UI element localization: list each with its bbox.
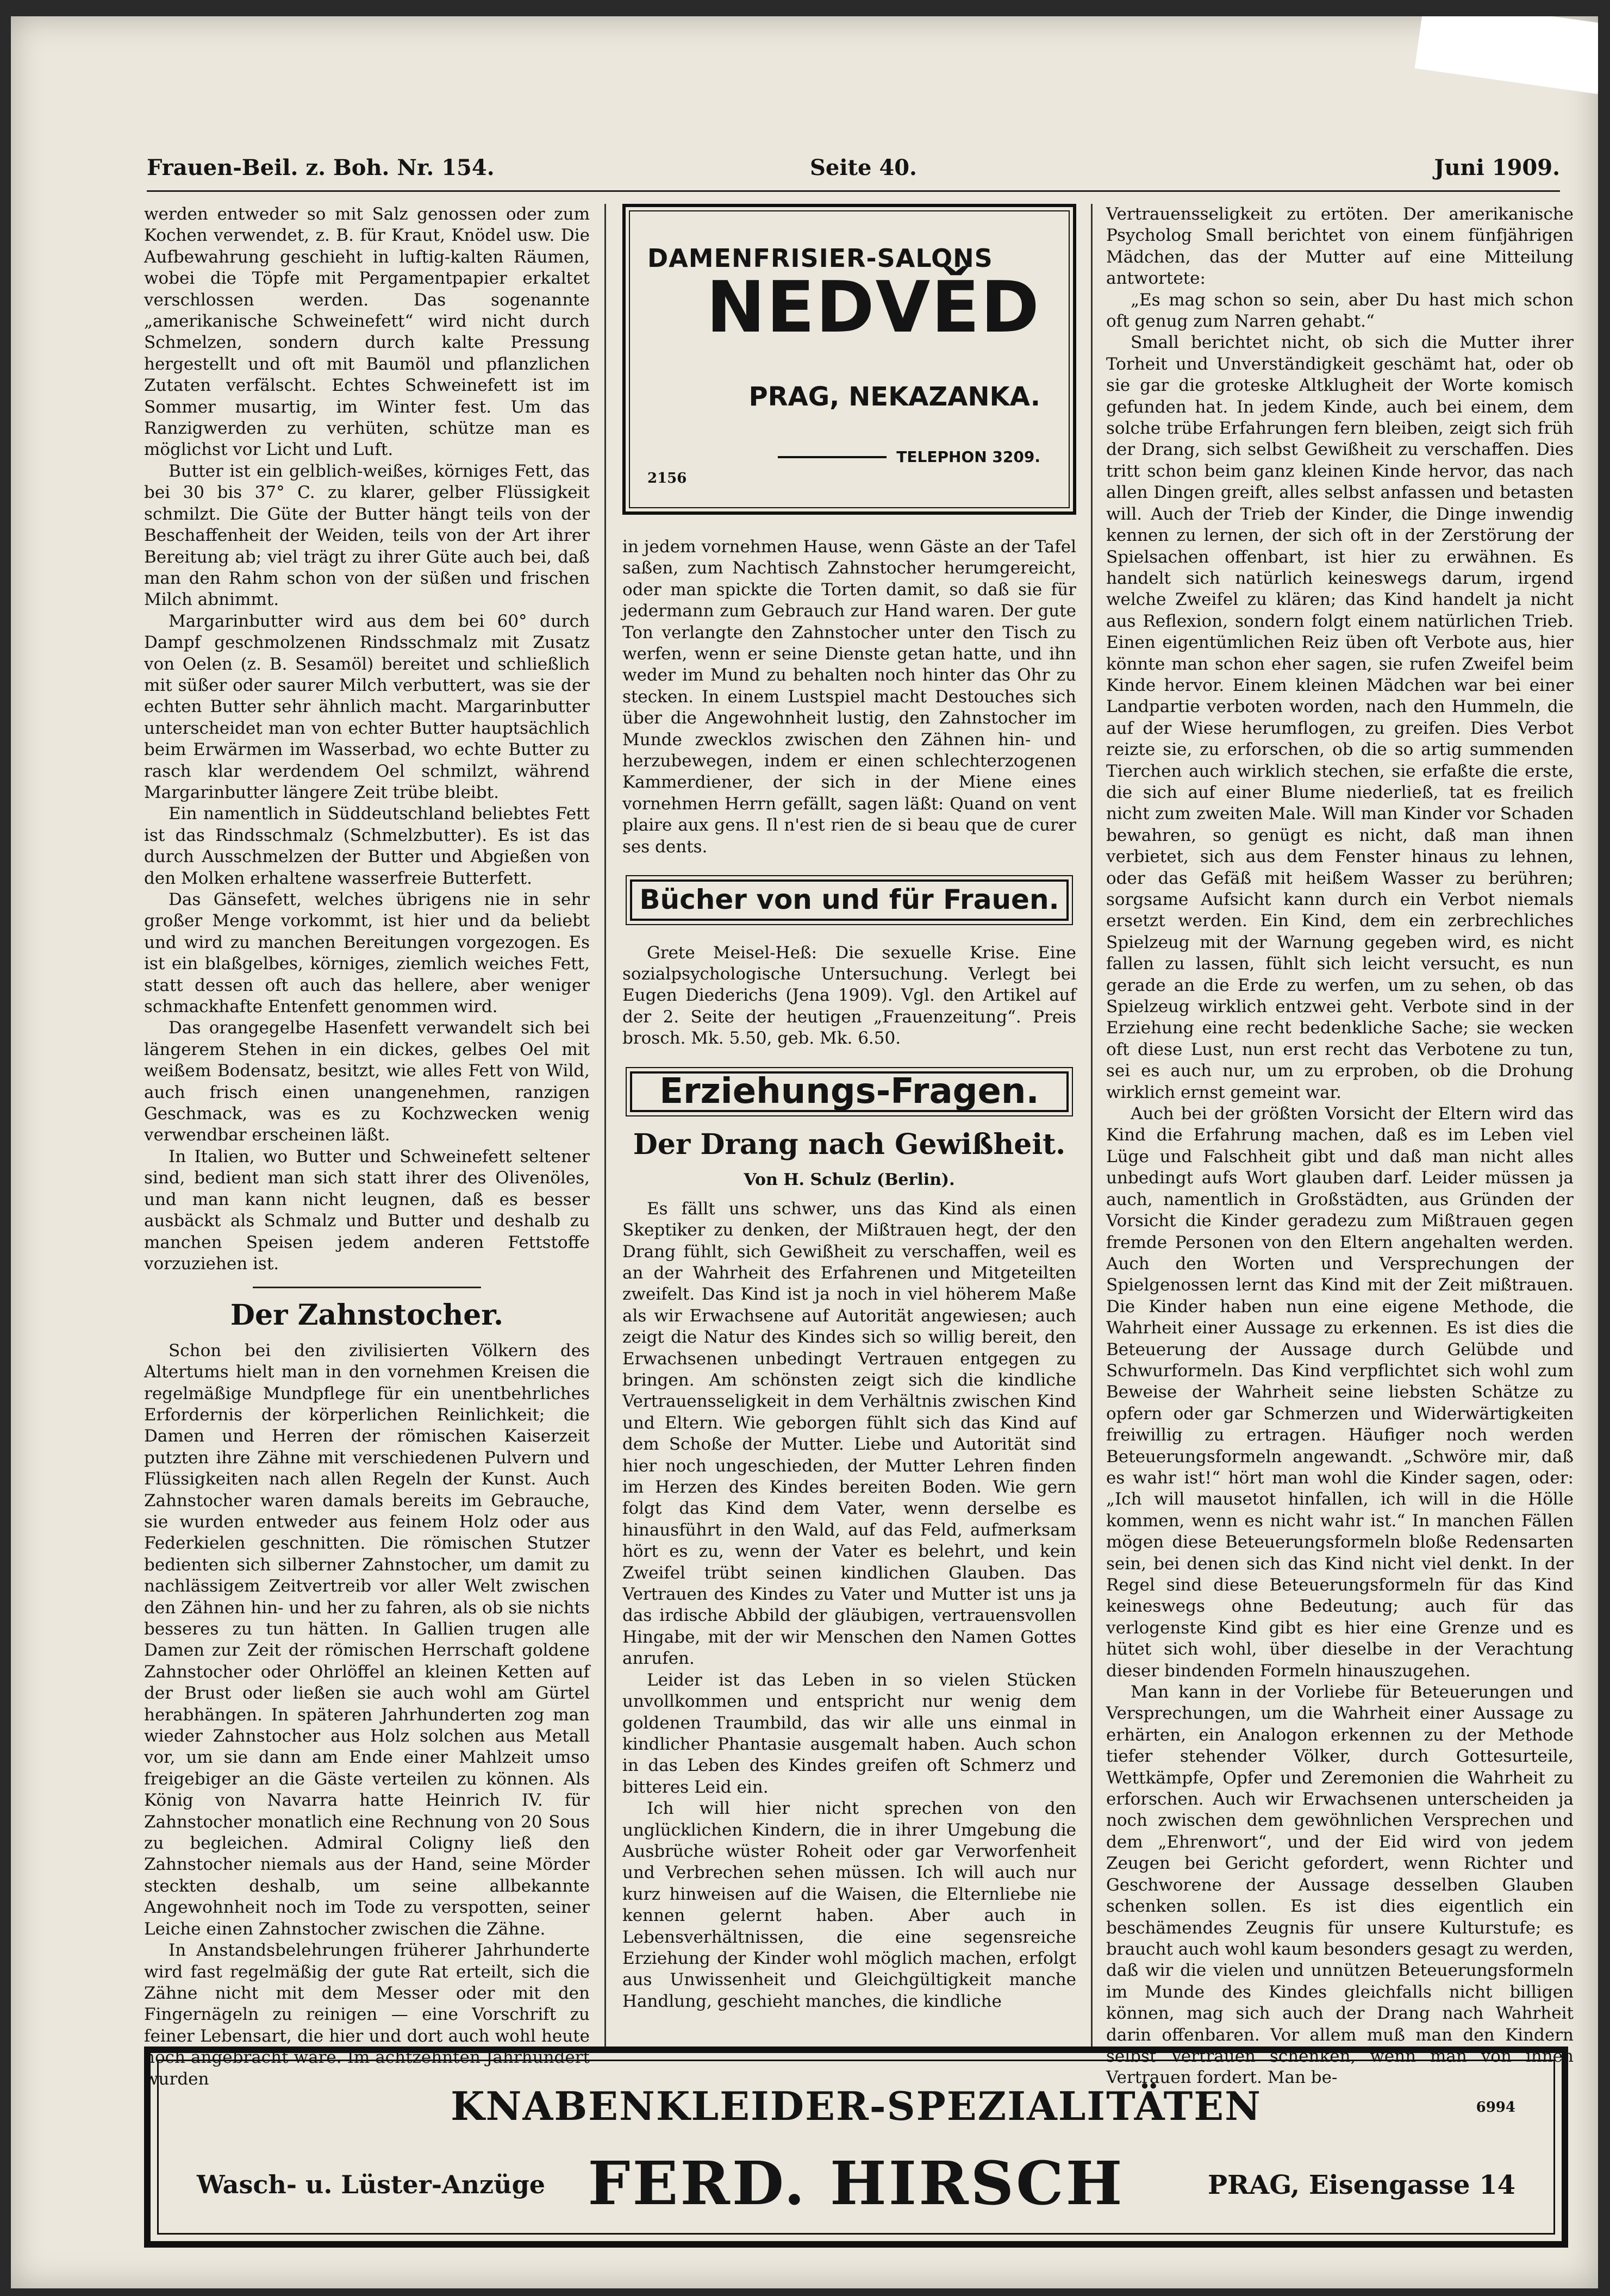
header-left: Frauen-Beil. z. Boh. Nr. 154.	[147, 155, 495, 180]
ad-hirsch-name: FERD. HIRSCH	[588, 2148, 1125, 2218]
section-heading-books: Bücher von und für Frauen.	[630, 879, 1069, 920]
right-column	[1106, 204, 1574, 2089]
paragraph: In Italien, wo Butter und Schweinefett seltener sind, bedient man sich statt ihrer des Olivenöles, und man kann nicht leugnen, daß es besser ausbäckt als Schmalz und Butter und deshalb zu manchen Speisen jedem anderen Fettstoffe vorzuziehen ist.	[144, 1146, 590, 1274]
header-date: Juni 1909.	[1434, 155, 1560, 180]
paragraph: „Es mag schon so sein, aber Du hast mich schon oft genug zum Narren gehabt.“	[1106, 290, 1574, 332]
paragraph: Ein namentlich in Süddeutschland beliebtes Fett ist das Rindsschmalz (Schmelzbutter). Es ist das durch Ausschmelzen der Butter und Abgießen von den Molken erhaltene wasserfreie Butterfett.	[144, 804, 590, 888]
column-rule	[1091, 204, 1093, 2052]
header-rule	[147, 190, 1560, 192]
article-byline: Von H. Schulz (Berlin).	[744, 1170, 955, 1190]
section-heading-education: Erziehungs-Fragen.	[630, 1071, 1069, 1112]
paragraph: Vertrauensseligkeit zu ertöten. Der amerikanische Psycholog Small berichtet von einem fünfjährigen Mädchen, das der Mutter auf eine Mitteilung antwortete:	[1106, 204, 1574, 289]
middle-column	[622, 204, 1076, 2012]
paragraph: Es fällt uns schwer, uns das Kind als einen Skeptiker zu denken, der Mißtrauen hegt, der den Drang fühlt, sich Gewißheit zu verschaffen, weil es an der Wahrheit des Erfahrenen und Mitgeteilten zweifelt. Das Kind ist ja noch in viel höherem Maße als wir Erwachsene auf Autorität angewiesen; auch zeigt die Natur des Kindes sich so willig bereit, den Erwachsenen unbedingt Vertrauen entgegen zu bringen. Am schönsten zeigt sich die kindliche Vertrauensseligkeit in dem Verhältnis zwischen Kind und Eltern. Wie geborgen fühlt sich das Kind auf dem Schoße der Mutter. Liebe und Autorität sind hier noch ungeschieden, der Mutter Lehren finden im Herzen des Kindes bereiten Boden. Wie gern folgt das Kind dem Vater, wenn derselbe es hinausführt in den Wald, auf das Feld, aufmerksam hört es zu, wenn der Vater es belehrt, und kein Zweifel trübt seinen kindlichen Glauben. Das Vertrauen des Kindes zu Vater und Mutter ist uns ja das irdische Abbild der gläubigen, vertrauensvollen Hingabe, mit der wir Menschen den Namen Gottes anrufen.	[622, 1199, 1076, 1669]
column-rule	[604, 204, 606, 2052]
advertisement-salon	[622, 204, 1076, 515]
ad-salon-address: PRAG, NEKAZANKA.	[748, 382, 1040, 412]
paragraph: In Anstandsbelehrungen früherer Jahrhunderte wird fast regelmäßig der gute Rat erteilt, sich die Zähne nicht mit dem Messer oder mit den Fingernägeln zu reinigen — eine Vorschrift zu feiner Lebensart, die hier und dort auch wohl heute noch angebracht wäre. Im achtzehnten Jahrhundert wurden	[144, 1941, 590, 2089]
paragraph: Small berichtet nicht, ob sich die Mutter ihrer Torheit und Unverständigkeit geschämt hat, oder ob sie gar die groteske Altklugheit der Worte komisch gefunden hat. In jedem Kinde, auch bei einem, dem solche trübe Erfahrungen fern bleiben, zeigt sich früh der Drang, sich selbst Gewißheit zu verschaffen. Dies tritt schon beim ganz kleinen Kinde hervor, das nach allen Dingen greift, alles selbst anfassen und betasten will. Auch der Trieb der Kinder, die Dinge inwendig kennen zu lernen, der sich oft in der Zerstörung der Spielsachen offenbart, ist hier zu erwähnen. Es handelt sich natürlich keineswegs darum, irgend welche Zweifel zu klären; das Kind handelt ja nicht aus Reflexion, sondern folgt einem natürlichen Trieb. Einen eigentümlichen Reiz üben oft Verbote aus, hier könnte man schon eher sagen, sie rufen Zweifel beim Kinde hervor. Einem kleinen Mädchen war bei einer Landpartie verboten worden, nach den Hummeln, die auf der Wiese herumflogen, zu greifen. Dies Verbot reizte sie, zu erforschen, ob die so artig summenden Tierchen auch wirklich stechen, sie erfaßte die erste, die sich auf einer Blume niederließ, tat es freilich nicht zum zweiten Male. Will man Kinder vor Schaden bewahren, so genügt es nicht, daß man ihnen verbietet, sich aus dem Fenster hinaus zu lehnen, oder das Gefäß mit heißem Wasser zu berühren; sorgsame Aufsicht kann durch ein Verbot niemals ersetzt werden. Ein Kind, dem ein zerbrechliches Spielzeug mit der Warnung gegeben wird, es nicht fallen zu lassen, fühlt sich leicht versucht, es nun gerade an die Erde zu werfen, um zu sehen, ob das Spielzeug wirklich entzwei geht. Verbote sind in der Erziehung eine recht bedenkliche Sache; sie wecken oft diese Lust, nun erst recht das Verbotene zu tun, sei es auch nur, um zu erproben, ob die Drohung wirklich ernst gemeint war.	[1106, 333, 1574, 1102]
section-divider	[253, 1287, 481, 1288]
ad-hirsch-left: Wasch- u. Lüster-Anzüge	[197, 2170, 546, 2199]
article-title: Der Drang nach Gewißheit.	[633, 1127, 1066, 1161]
ad-salon-line1: DAMENFRISIER-SALONS	[647, 244, 993, 273]
page-header	[147, 155, 1560, 188]
ad-salon-rule	[778, 456, 887, 458]
book-entry: Grete Meisel-Heß: Die sexuelle Krise. Eine sozialpsychologische Untersuchung. Verlegt bei Eugen Diederichs (Jena 1909). Vgl. den Artikel auf der 2. Seite der heutigen „Frauenzeitung“. Preis brosch. Mk. 5.50, geb. Mk. 6.50.	[622, 943, 1076, 1049]
ad-hirsch-address: PRAG, Eisengasse 14	[1208, 2170, 1515, 2200]
ad-salon-name: NEDVĚD	[706, 266, 1040, 348]
paragraph: Das orangegelbe Hasenfett verwandelt sich bei längerem Stehen in ein dickes, gelbes Oel mit weißem Bodensatz, besitzt, wie alles Fett von Wild, auch frisch einen unangenehmen, ranzigen Geschmack, was es zu Kochzwecken wenig verwendbar erscheinen läßt.	[144, 1018, 590, 1145]
newspaper-page	[11, 16, 1598, 2288]
paragraph: Ich will hier nicht sprechen von den unglücklichen Kindern, die in ihrer Umgebung die Ausbrüche wüster Roheit oder gar Verworfenheit und Verbrechen sehen müssen. Ich will auch nur kurz hinweisen auf die Waisen, die Elternliebe nie kennen gelernt haben. Aber auch in Lebensverhältnissen, die eine segensreiche Erziehung der Kinder wohl möglich machen, erfolgt aus Unwissenheit und Gleichgültigkeit manche Handlung, geschieht manches, die kindliche	[622, 1799, 1076, 2011]
article-title: Der Zahnstocher.	[230, 1299, 504, 1332]
paragraph: Leider ist das Leben in so vielen Stücken unvollkommen und entspricht nur wenig dem goldenen Traumbild, das wir alle uns einmal in kindlicher Phantasie ausgemalt haben. Auch schon in das Leben des Kindes greifen oft Schmerz und bitteres Leid ein.	[622, 1670, 1076, 1797]
ad-hirsch-code: 6994	[1476, 2099, 1515, 2116]
left-column	[144, 204, 590, 2090]
ad-salon-telephone: TELEPHON 3209.	[896, 448, 1040, 466]
paragraph: Margarinbutter wird aus dem bei 60° durch Dampf geschmolzenen Rindsschmalz mit Zusatz von Oelen (z. B. Sesamöl) bereitet und schließlich mit süßer oder saurer Milch verbuttert, was sie der echten Butter sehr ähnlich macht. Margarinbutter unterscheidet man von echter Butter hauptsächlich beim Erwärmen im Wasserbad, wo echte Butter zu rasch klar werdendem Oel schmilzt, während Margarinbutter längere Zeit trübe bleibt.	[144, 611, 590, 802]
paragraph: Schon bei den zivilisierten Völkern des Altertums hielt man in den vornehmen Kreisen die regelmäßige Mundpflege für ein unentbehrliches Erfordernis der körperlichen Reinlichkeit; die Damen und Herren der römischen Kaiserzeit putzten ihre Zähne mit verschiedenen Pulvern und Flüssigkeiten nach allen Regeln der Kunst. Auch Zahnstocher waren damals bereits im Gebrauche, sie wurden entweder aus feinem Holz oder aus Federkielen geschnitten. Die römischen Stutzer bedienten sich silberner Zahnstocher, um damit zu nachlässigem Zeitvertreib vor aller Welt zwischen den Zähnen hin- und her zu fahren, als ob sie nichts besseres zu tun hätten. In Gallien trugen alle Damen zur Zeit der römischen Herrschaft goldene Zahnstocher oder Ohrlöffel an kleinen Ketten auf der Brust oder ließen sie auch wohl am Gürtel herabhängen. In späteren Jahrhunderten zog man wieder Zahnstocher aus Holz solchen aus Metall vor, um sie dann am Ende einer Mahlzeit umso freigebiger an die Gäste verteilen zu können. Als König von Navarra hatte Heinrich IV. für Zahnstocher monatlich eine Rechnung von 20 Sous zu begleichen. Admiral Coligny ließ den Zahnstocher niemals aus der Hand, seine Mörder steckten deshalb, um seine allbekannte Angewohnheit noch im Tode zu verspotten, seiner Leiche einen Zahnstocher zwischen die Zähne.	[144, 1340, 590, 1939]
header-page-number: Seite 40.	[810, 155, 917, 180]
paragraph: in jedem vornehmen Hause, wenn Gäste an der Tafel saßen, zum Nachtisch Zahnstocher herumgereicht, oder man spickte die Torten damit, so daß sie für jedermann zum Gebrauch zur Hand waren. Der gute Ton verlangte den Zahnstocher unter den Tisch zu werfen, wenn er seine Dienste getan hatte, und ihn weder im Mund zu behalten noch hinter das Ohr zu stecken. In einem Lustspiel macht Destouches sich über die Angewohnheit lustig, den Zahnstocher im Munde zwecklos zwischen den Zähnen hin- und herzubewegen, indem er einen schlechterzogenen Kammerdiener, der sich in der Miene eines vornehmen Herrn gefällt, sagen läßt: Quand on vent plaire aux gens. Il n'est rien de si beau que de curer ses dents.	[622, 537, 1076, 857]
page-fold-corner	[1415, 16, 1598, 94]
paragraph: Auch bei der größten Vorsicht der Eltern wird das Kind die Erfahrung machen, daß es im Leben viel Lüge und Falschheit gibt und daß man nicht alles unbedingt aufs Wort glauben darf. Leider müssen ja auch, namentlich in Großstädten, aus Gründen der Vorsicht die Kinder geradezu zum Mißtrauen gegen fremde Personen von den Eltern angehalten werden. Auch den Worten und Versprechungen der Spielgenossen lernt das Kind mit der Zeit mißtrauen. Die Kinder haben nun eine eigene Methode, die Wahrheit einer Aussage zu erkennen. Es ist dies die Beteuerung der Aussage durch Gelübde und Schwurformeln. Das Kind verpflichtet sich wohl zum Beweise der Wahrheit seine liebsten Schätze zu opfern oder gar Schmerzen und Widerwärtigkeiten freiwillig zu ertragen. Häufiger noch werden Beteuerungsformeln angewandt. „Schwöre mir, daß es wahr ist!“ hört man wohl die Kinder sagen, oder: „Ich will mausetot hinfallen, ich will in die Hölle kommen, wenn es nicht wahr ist.“ In manchen Fällen mögen diese Beteuerungsformeln bloße Redensarten sein, bei denen sich das Kind nicht viel denkt. In der Regel sind diese Beteuerungsformeln für das Kind keineswegs ohne Bedeutung; auch für das verlogenste Kind gibt es hier eine Grenze und es hütet sich wohl, über dieselbe in der Verachtung dieser bindenden Formeln hinauszugehen.	[1106, 1104, 1574, 1681]
paragraph: werden entweder so mit Salz genossen oder zum Kochen verwendet, z. B. für Kraut, Knödel usw. Die Aufbewahrung geschieht in luftig-kalten Räumen, wobei die Töpfe mit Pergamentpapier erkaltet verschlossen werden. Das sogenannte „amerikanische Schweinefett“ wird nicht durch Schmelzen, sondern durch kalte Pressung hergestellt und oft mit Baumöl und pflanzlichen Zutaten verfälscht. Echtes Schweinefett ist im Sommer musartig, im Winter fest. Um das Ranzigwerden zu verhüten, schütze man es möglichst vor Licht und Luft.	[144, 204, 590, 460]
paragraph: Butter ist ein gelblich-weißes, körniges Fett, das bei 30 bis 37° C. zu klarer, gelber Flüssigkeit schmilzt. Die Güte der Butter hängt teils von der Beschaffenheit der Weiden, teils von der Art ihrer Bereitung ab; viel trägt zu ihrer Güte auch bei, daß man den Rahm schon von der süßen und frischen Milch abnimmt.	[144, 461, 590, 610]
ad-hirsch-line1: KNABENKLEIDER-SPEZIALITÄTEN	[451, 2083, 1262, 2129]
advertisement-hirsch	[144, 2047, 1568, 2248]
ad-inner-frame	[157, 2060, 1555, 2235]
ad-salon-code: 2156	[647, 470, 687, 486]
paragraph: Das Gänsefett, welches übrigens nie in sehr großer Menge vorkommt, ist hier und da beliebt und wird zu manchen Bereitungen vorgezogen. Es ist ein blaßgelbes, körniges, ziemlich weiches Fett, statt dessen oft auch das hellere, aber weniger schmackhafte Entenfett genommen wird.	[144, 890, 590, 1017]
paragraph: Man kann in der Vorliebe für Beteuerungen und Versprechungen, um die Wahrheit einer Aussage zu erhärten, ein Analogon erkennen zu der Methode tiefer stehender Völker, durch Gottesurteile, Wettkämpfe, Opfer und Zeremonien die Wahrheit zu erforschen. Auch wir Erwachsenen unterscheiden ja noch zwischen dem gewöhnlichen Versprechen und dem „Ehrenwort“, und der Eid wird von jedem Zeugen bei Gericht gefordert, wenn Richter und Geschworene der Aussage desselben Glauben schenken sollen. Es ist dies eigentlich ein beschämendes Zeugnis für unsere Kulturstufe; es braucht auch wohl kaum besonders gesagt zu werden, daß wir die vielen und unnützen Beteuerungsformeln im Munde des Kindes gleichfalls nicht billigen können, mag sich auch der Drang nach Wahrheit darin offenbaren. Vor allem muß man den Kindern selbst Vertrauen schenken, wenn man von ihnen Vertrauen fordert. Man be-	[1106, 1682, 1574, 2088]
